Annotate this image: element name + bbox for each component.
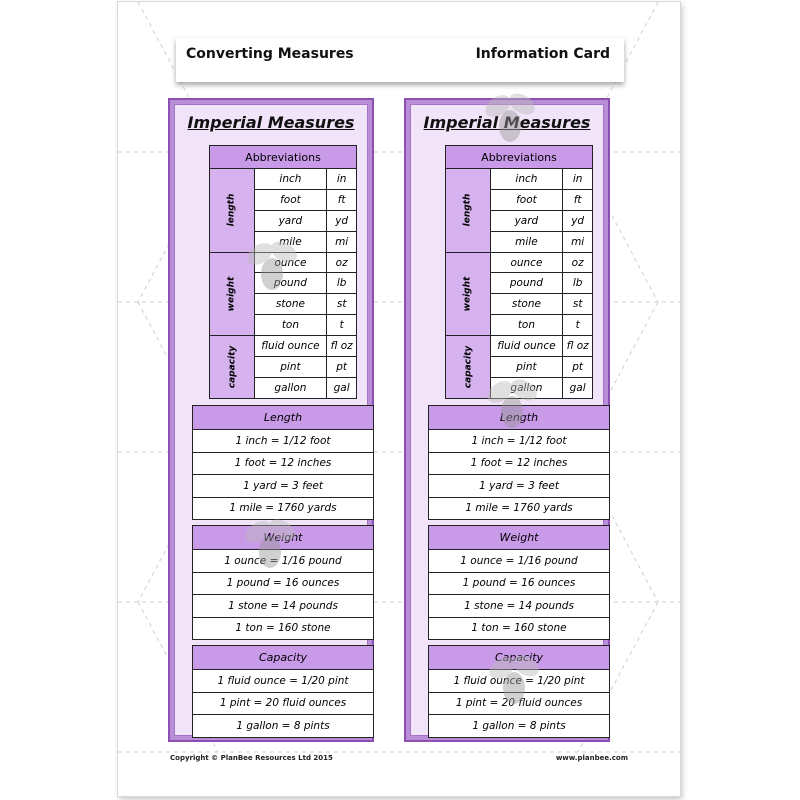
card-panel <box>174 104 368 736</box>
unit-name: ton <box>254 315 327 336</box>
section-heading: Weight <box>193 526 374 550</box>
unit-abbreviation: t <box>563 315 593 336</box>
conversion-row: 1 ton = 160 stone <box>429 617 610 640</box>
group-label-weight: weight <box>446 252 491 336</box>
conversion-row: 1 mile = 1760 yards <box>193 497 374 520</box>
copyright-text: Copyright © PlanBee Resources Ltd 2015 <box>170 754 333 762</box>
conversion-row: 1 gallon = 8 pints <box>193 715 374 738</box>
unit-abbreviation: ft <box>327 189 357 210</box>
conversion-row: 1 fluid ounce = 1/20 pint <box>193 670 374 693</box>
unit-abbreviation: ft <box>563 189 593 210</box>
unit-name: yard <box>490 210 563 231</box>
conversion-row: 1 mile = 1760 yards <box>429 497 610 520</box>
conversion-row: 1 foot = 12 inches <box>429 452 610 475</box>
group-label-weight: weight <box>210 252 255 336</box>
conversion-row: 1 inch = 1/12 foot <box>429 430 610 453</box>
card-title: Imperial Measures <box>423 113 591 132</box>
weight-conversions-table <box>192 525 374 640</box>
unit-name: fluid ounce <box>254 336 327 357</box>
info-card-left <box>168 98 374 742</box>
unit-abbreviation: mi <box>327 231 357 252</box>
conversion-row: 1 ounce = 1/16 pound <box>193 550 374 573</box>
section-heading: Length <box>429 406 610 430</box>
group-label-capacity: capacity <box>210 336 255 399</box>
unit-abbreviation: in <box>563 169 593 190</box>
length-conversions-table <box>192 405 374 520</box>
conversion-row: 1 pound = 16 ounces <box>193 572 374 595</box>
unit-name: mile <box>490 231 563 252</box>
unit-abbreviation: t <box>327 315 357 336</box>
unit-abbreviation: fl oz <box>327 336 357 357</box>
unit-name: ounce <box>254 252 327 273</box>
unit-name: gallon <box>490 377 563 398</box>
unit-abbreviation: pt <box>563 357 593 378</box>
unit-name: foot <box>490 189 563 210</box>
card-panel <box>410 104 604 736</box>
unit-name: pint <box>490 357 563 378</box>
unit-abbreviation: fl oz <box>563 336 593 357</box>
unit-abbreviation: st <box>327 294 357 315</box>
group-label-length: length <box>210 169 255 253</box>
abbreviations-table <box>445 145 593 399</box>
conversion-row: 1 pint = 20 fluid ounces <box>193 692 374 715</box>
unit-name: pint <box>254 357 327 378</box>
header-bar <box>176 38 624 82</box>
abbreviations-heading: Abbreviations <box>446 146 593 169</box>
section-heading: Capacity <box>193 646 374 670</box>
worksheet-page <box>118 2 680 796</box>
conversion-row: 1 inch = 1/12 foot <box>193 430 374 453</box>
conversion-row: 1 stone = 14 pounds <box>429 595 610 618</box>
unit-name: pound <box>490 273 563 294</box>
capacity-conversions-table <box>192 645 374 738</box>
info-card-right <box>404 98 610 742</box>
weight-conversions-table <box>428 525 610 640</box>
unit-name: yard <box>254 210 327 231</box>
capacity-conversions-table <box>428 645 610 738</box>
unit-abbreviation: pt <box>327 357 357 378</box>
unit-name: gallon <box>254 377 327 398</box>
unit-abbreviation: in <box>327 169 357 190</box>
unit-name: foot <box>254 189 327 210</box>
unit-name: ounce <box>490 252 563 273</box>
group-label-capacity: capacity <box>446 336 491 399</box>
conversion-row: 1 stone = 14 pounds <box>193 595 374 618</box>
conversion-row: 1 pound = 16 ounces <box>429 572 610 595</box>
unit-name: mile <box>254 231 327 252</box>
section-heading: Length <box>193 406 374 430</box>
unit-name: pound <box>254 273 327 294</box>
unit-name: inch <box>490 169 563 190</box>
unit-name: ton <box>490 315 563 336</box>
section-heading: Weight <box>429 526 610 550</box>
unit-abbreviation: gal <box>563 377 593 398</box>
unit-abbreviation: lb <box>327 273 357 294</box>
card-title: Imperial Measures <box>187 113 355 132</box>
conversion-row: 1 pint = 20 fluid ounces <box>429 692 610 715</box>
unit-name: inch <box>254 169 327 190</box>
unit-name: stone <box>490 294 563 315</box>
conversion-row: 1 yard = 3 feet <box>193 475 374 498</box>
unit-abbreviation: yd <box>327 210 357 231</box>
unit-abbreviation: mi <box>563 231 593 252</box>
unit-abbreviation: yd <box>563 210 593 231</box>
unit-abbreviation: oz <box>327 252 357 273</box>
conversion-row: 1 ounce = 1/16 pound <box>429 550 610 573</box>
conversion-row: 1 gallon = 8 pints <box>429 715 610 738</box>
unit-name: fluid ounce <box>490 336 563 357</box>
abbreviations-table <box>209 145 357 399</box>
section-heading: Capacity <box>429 646 610 670</box>
conversion-row: 1 ton = 160 stone <box>193 617 374 640</box>
conversion-row: 1 foot = 12 inches <box>193 452 374 475</box>
unit-abbreviation: gal <box>327 377 357 398</box>
unit-name: stone <box>254 294 327 315</box>
length-conversions-table <box>428 405 610 520</box>
website-text: www.planbee.com <box>555 754 628 762</box>
unit-abbreviation: oz <box>563 252 593 273</box>
unit-abbreviation: st <box>563 294 593 315</box>
abbreviations-heading: Abbreviations <box>210 146 357 169</box>
unit-abbreviation: lb <box>563 273 593 294</box>
header-card-type: Information Card <box>475 46 610 62</box>
conversion-row: 1 fluid ounce = 1/20 pint <box>429 670 610 693</box>
group-label-length: length <box>446 169 491 253</box>
conversion-row: 1 yard = 3 feet <box>429 475 610 498</box>
header-title: Converting Measures <box>186 46 354 62</box>
